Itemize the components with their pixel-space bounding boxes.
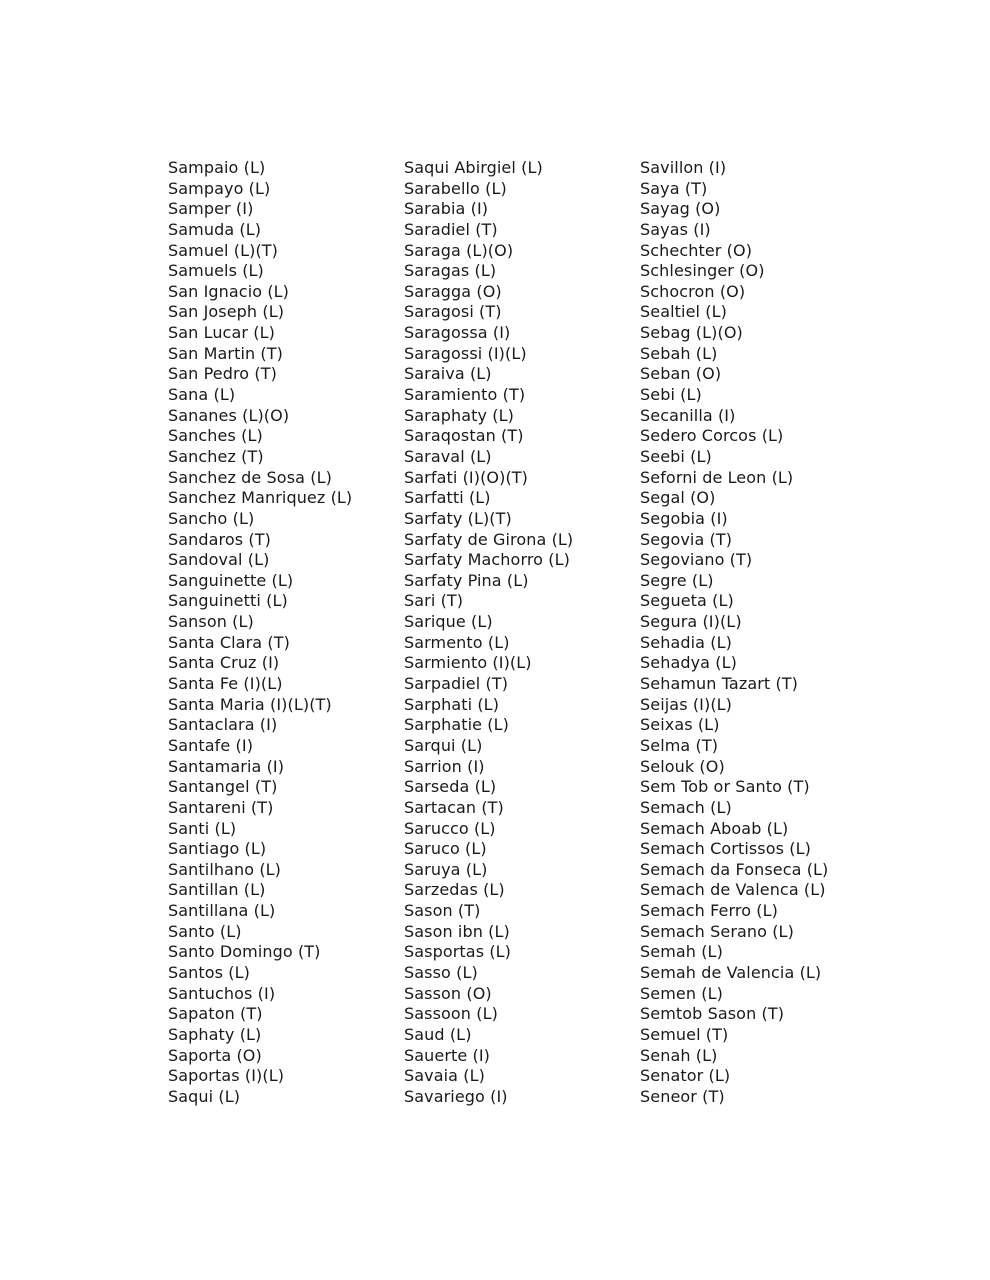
surname-entry: Sampayo (L) (168, 178, 271, 198)
surname-entry: Sauerte (I) (404, 1045, 491, 1065)
surname-entry: Semuel (T) (640, 1024, 729, 1044)
surname-entry: Sanchez (T) (168, 446, 264, 466)
surname-entry: San Pedro (T) (168, 364, 277, 384)
surname-entry: Sasso (L) (404, 962, 478, 982)
surname-entry: Saqui Abirgiel (L) (404, 158, 543, 177)
surname-entry: Sanson (L) (168, 612, 254, 632)
surname-entry: Savariego (I) (404, 1086, 508, 1106)
surname-entry: Sealtiel (L) (640, 302, 727, 322)
surname-entry: Sari (T) (404, 591, 464, 611)
surname-entry: Semach (L) (640, 797, 732, 817)
surname-entry: Sarseda (L) (404, 777, 497, 797)
surname-entry: Segoviano (T) (640, 550, 753, 570)
surname-entry: Senah (L) (640, 1045, 718, 1065)
surname-entry: Sasportas (L) (404, 942, 512, 962)
surname-entry: Sapaton (T) (168, 1004, 263, 1024)
surname-entry: Schlesinger (O) (640, 261, 765, 281)
surname-entry: Selouk (O) (640, 756, 725, 776)
surname-entry: Santillan (L) (168, 880, 266, 900)
surname-entry: Saraiva (L) (404, 364, 492, 384)
surname-entry: Sancho (L) (168, 508, 255, 528)
surname-entry: Sarphatie (L) (404, 715, 509, 735)
surname-entry: San Lucar (L) (168, 323, 275, 343)
surname-entry: Savillon (I) (640, 158, 727, 177)
surname-entry: Santuchos (I) (168, 983, 276, 1003)
surname-entry: Samuels (L) (168, 261, 264, 281)
surname-entry: Santa Cruz (I) (168, 653, 280, 673)
surname-entry: Selma (T) (640, 735, 719, 755)
surname-entry: Sebag (L)(O) (640, 323, 743, 343)
surname-entry: Schocron (O) (640, 281, 746, 301)
surname-entry: Seforni de Leon (L) (640, 467, 794, 487)
surname-column-1 (168, 158, 352, 1107)
surname-entry: Segueta (L) (640, 591, 734, 611)
surname-entry: Saraval (L) (404, 446, 492, 466)
surname-entry: Sassoon (L) (404, 1004, 498, 1024)
surname-entry: Semah de Valencia (L) (640, 962, 822, 982)
surname-entry: Santareni (T) (168, 797, 274, 817)
surname-entry: Sarzedas (L) (404, 880, 505, 900)
surname-entry: Segura (I)(L) (640, 612, 742, 632)
surname-entry: Sarmento (L) (404, 632, 510, 652)
surname-entry: Sarmiento (I)(L) (404, 653, 532, 673)
surname-entry: Sarabia (I) (404, 199, 489, 219)
surname-entry: Savaia (L) (404, 1066, 485, 1086)
surname-entry: Santos (L) (168, 962, 250, 982)
surname-entry: Semah (L) (640, 942, 723, 962)
surname-entry: Santo (L) (168, 921, 242, 941)
surname-entry: Saragosi (T) (404, 302, 502, 322)
surname-entry: Sarqui (L) (404, 735, 483, 755)
surname-entry: Saruco (L) (404, 839, 487, 859)
surname-entry: Segovia (T) (640, 529, 733, 549)
surname-entry: Santo Domingo (T) (168, 942, 321, 962)
surname-entry: Saportas (I)(L) (168, 1066, 285, 1086)
surname-entry: Santi (L) (168, 818, 237, 838)
surname-entry: Semach de Valenca (L) (640, 880, 826, 900)
surname-entry: Saruya (L) (404, 859, 488, 879)
surname-entry: Sanguinetti (L) (168, 591, 288, 611)
surname-entry: Seneor (T) (640, 1086, 725, 1106)
surname-entry: Sarfaty Pina (L) (404, 570, 529, 590)
surname-entry: Samuel (L)(T) (168, 240, 279, 260)
surname-entry: Sehadia (L) (640, 632, 732, 652)
surname-entry: Saud (L) (404, 1024, 472, 1044)
surname-entry: Semach Ferro (L) (640, 901, 778, 921)
surname-entry: Sarfaty de Girona (L) (404, 529, 574, 549)
surname-entry: Sarfatti (L) (404, 488, 491, 508)
surname-entry: Seijas (I)(L) (640, 694, 733, 714)
surname-entry: Sarphati (L) (404, 694, 500, 714)
surname-entry: Saya (T) (640, 178, 708, 198)
surname-entry: Segal (O) (640, 488, 716, 508)
surname-entry: Saraqostan (T) (404, 426, 524, 446)
surname-entry: Santaclara (I) (168, 715, 278, 735)
surname-entry: Saqui (L) (168, 1086, 241, 1106)
surname-entry: Semach Serano (L) (640, 921, 794, 941)
surname-entry: Semach Aboab (L) (640, 818, 789, 838)
surname-entry: Santa Maria (I)(L)(T) (168, 694, 332, 714)
surname-entry: Sanches (L) (168, 426, 263, 446)
surname-entry: Sehadya (L) (640, 653, 737, 673)
surname-entry: Segre (L) (640, 570, 714, 590)
surname-entry: Sarfati (I)(O)(T) (404, 467, 529, 487)
surname-entry: Sebi (L) (640, 385, 702, 405)
surname-entry: Sasson (O) (404, 983, 492, 1003)
surname-entry: Sebah (L) (640, 343, 718, 363)
surname-entry: Saphaty (L) (168, 1024, 262, 1044)
surname-entry: Sartacan (T) (404, 797, 504, 817)
surname-entry: Schechter (O) (640, 240, 753, 260)
surname-entry: Saragga (O) (404, 281, 502, 301)
surname-entry: Seixas (L) (640, 715, 720, 735)
surname-entry: Sayas (I) (640, 219, 711, 239)
surname-entry: Senator (L) (640, 1066, 731, 1086)
surname-entry: San Martin (T) (168, 343, 283, 363)
surname-entry: Sarpadiel (T) (404, 674, 509, 694)
surname-entry: Santa Clara (T) (168, 632, 290, 652)
surname-entry: Sandoval (L) (168, 550, 270, 570)
surname-entry: Sem Tob or Santo (T) (640, 777, 810, 797)
surname-entry: Saragossi (I)(L) (404, 343, 527, 363)
surname-entry: Sanguinette (L) (168, 570, 294, 590)
surname-entry: Sananes (L)(O) (168, 405, 290, 425)
surname-entry: Saraphaty (L) (404, 405, 514, 425)
surname-column-3 (640, 158, 828, 1107)
surname-entry: Saragossa (I) (404, 323, 511, 343)
surname-entry: Samuda (L) (168, 219, 262, 239)
surname-entry: Sana (L) (168, 385, 236, 405)
surname-entry: Sandaros (T) (168, 529, 271, 549)
surname-entry: Saramiento (T) (404, 385, 526, 405)
surname-entry: Sason (T) (404, 901, 481, 921)
surname-entry: Samper (I) (168, 199, 254, 219)
surname-entry: Secanilla (I) (640, 405, 736, 425)
surname-entry: Sayag (O) (640, 199, 721, 219)
surname-entry: Sanchez de Sosa (L) (168, 467, 332, 487)
surname-entry: Santafe (I) (168, 735, 254, 755)
surname-entry: Santamaria (I) (168, 756, 285, 776)
surname-entry: Saragas (L) (404, 261, 497, 281)
surname-entry: San Joseph (L) (168, 302, 285, 322)
surname-entry: Sanchez Manriquez (L) (168, 488, 353, 508)
surname-entry: Semach da Fonseca (L) (640, 859, 829, 879)
surname-entry: Sason ibn (L) (404, 921, 510, 941)
surname-entry: Seban (O) (640, 364, 722, 384)
surname-entry: Santa Fe (I)(L) (168, 674, 283, 694)
surname-entry: Semen (L) (640, 983, 723, 1003)
surname-entry: Sarfaty Machorro (L) (404, 550, 570, 570)
surname-entry: Sarabello (L) (404, 178, 507, 198)
surname-entry: Saradiel (T) (404, 219, 498, 239)
surname-entry: Sedero Corcos (L) (640, 426, 784, 446)
surname-entry: Seebi (L) (640, 446, 712, 466)
surname-entry: Semach Cortissos (L) (640, 839, 811, 859)
surname-entry: Sarique (L) (404, 612, 493, 632)
surname-entry: Semtob Sason (T) (640, 1004, 785, 1024)
surname-entry: Sehamun Tazart (T) (640, 674, 799, 694)
surname-entry: Segobia (I) (640, 508, 728, 528)
surname-entry: Santilhano (L) (168, 859, 282, 879)
surname-entry: Saporta (O) (168, 1045, 262, 1065)
surname-entry: Sarrion (I) (404, 756, 485, 776)
surname-entry: San Ignacio (L) (168, 281, 290, 301)
surname-entry: Santiago (L) (168, 839, 267, 859)
surname-entry: Santangel (T) (168, 777, 278, 797)
surname-entry: Sarucco (L) (404, 818, 496, 838)
surname-column-2 (404, 158, 573, 1107)
surname-entry: Santillana (L) (168, 901, 276, 921)
surname-entry: Sampaio (L) (168, 158, 266, 177)
surname-entry: Sarfaty (L)(T) (404, 508, 512, 528)
surname-entry: Saraga (L)(O) (404, 240, 514, 260)
